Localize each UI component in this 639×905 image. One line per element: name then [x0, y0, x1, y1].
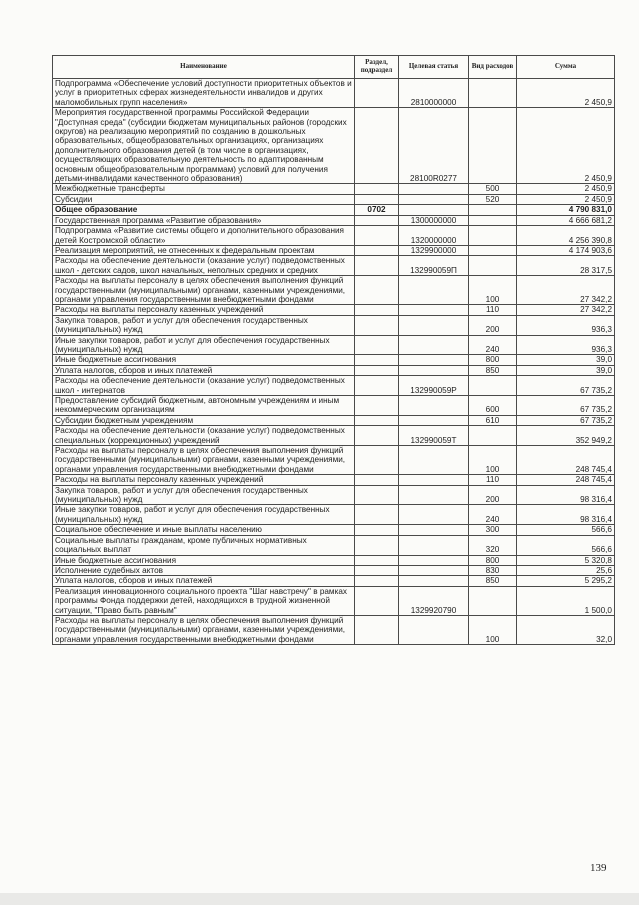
cell-exp-type [469, 108, 517, 184]
cell-target [399, 555, 469, 565]
cell-name: Исполнение судебных актов [53, 565, 355, 575]
cell-section [355, 245, 399, 255]
cell-section [355, 565, 399, 575]
cell-exp-type [469, 245, 517, 255]
cell-amount: 2 450,9 [517, 108, 615, 184]
cell-section [355, 79, 399, 108]
cell-section [355, 305, 399, 315]
cell-name: Межбюджетные трансферты [53, 184, 355, 194]
cell-section [355, 446, 399, 475]
cell-target [399, 505, 469, 525]
cell-section [355, 194, 399, 204]
cell-exp-type: 110 [469, 475, 517, 485]
cell-target: 132990059П [399, 256, 469, 276]
cell-exp-type: 240 [469, 505, 517, 525]
cell-exp-type: 300 [469, 525, 517, 535]
cell-exp-type: 100 [469, 615, 517, 644]
cell-amount: 39,0 [517, 365, 615, 375]
table-row [53, 485, 615, 505]
cell-exp-type: 100 [469, 446, 517, 475]
cell-name: Государственная программа «Развитие образования» [53, 215, 355, 225]
cell-section [355, 184, 399, 194]
table-row [53, 446, 615, 475]
cell-section [355, 365, 399, 375]
cell-section [355, 555, 399, 565]
table-row [53, 245, 615, 255]
cell-section [355, 586, 399, 615]
table-row [53, 184, 615, 194]
header-amount: Сумма [517, 56, 615, 79]
cell-section [355, 396, 399, 416]
cell-exp-type: 800 [469, 355, 517, 365]
cell-section [355, 485, 399, 505]
cell-amount: 936,3 [517, 315, 615, 335]
cell-amount: 248 745,4 [517, 446, 615, 475]
cell-exp-type [469, 205, 517, 215]
cell-target [399, 485, 469, 505]
cell-target: 1329900000 [399, 245, 469, 255]
table-row [53, 426, 615, 446]
cell-section [355, 355, 399, 365]
cell-name: Уплата налогов, сборов и иных платежей [53, 576, 355, 586]
cell-amount: 5 320,8 [517, 555, 615, 565]
cell-exp-type: 200 [469, 315, 517, 335]
cell-name: Реализация мероприятий, не отнесенных к федеральным проектам [53, 245, 355, 255]
cell-exp-type [469, 426, 517, 446]
cell-exp-type [469, 215, 517, 225]
cell-target [399, 576, 469, 586]
table-row [53, 315, 615, 335]
table-row [53, 194, 615, 204]
cell-amount: 32,0 [517, 615, 615, 644]
cell-amount: 1 500,0 [517, 586, 615, 615]
cell-exp-type [469, 79, 517, 108]
cell-amount: 4 174 903,6 [517, 245, 615, 255]
header-section: Раздел, подраздел [355, 56, 399, 79]
table-row [53, 535, 615, 555]
cell-target [399, 475, 469, 485]
cell-amount: 27 342,2 [517, 276, 615, 305]
cell-name: Иные закупки товаров, работ и услуг для обеспечения государственных (муниципальных) нужд [53, 335, 355, 355]
cell-section [355, 226, 399, 246]
cell-section [355, 615, 399, 644]
cell-exp-type [469, 586, 517, 615]
cell-name: Расходы на выплаты персоналу в целях обеспечения выполнения функций государственными (муниципальными) органами, казенными учреждениями, органами управления государственными внебюджетными фондами [53, 276, 355, 305]
table-row [53, 256, 615, 276]
header-exp-type: Вид расходов [469, 56, 517, 79]
cell-amount: 2 450,9 [517, 194, 615, 204]
cell-name: Социальные выплаты гражданам, кроме публичных нормативных социальных выплат [53, 535, 355, 555]
cell-amount: 4 256 390,8 [517, 226, 615, 246]
cell-target [399, 615, 469, 644]
cell-amount: 2 450,9 [517, 79, 615, 108]
cell-target [399, 194, 469, 204]
cell-section [355, 335, 399, 355]
cell-section [355, 315, 399, 335]
cell-target: 1300000000 [399, 215, 469, 225]
cell-exp-type [469, 376, 517, 396]
cell-exp-type: 850 [469, 576, 517, 586]
cell-name: Общее образование [53, 205, 355, 215]
cell-target: 1329920790 [399, 586, 469, 615]
cell-target: 1320000000 [399, 226, 469, 246]
cell-amount: 98 316,4 [517, 505, 615, 525]
cell-name: Иные бюджетные ассигнования [53, 355, 355, 365]
table-row [53, 415, 615, 425]
cell-section [355, 108, 399, 184]
table-row [53, 586, 615, 615]
table-row [53, 565, 615, 575]
cell-amount: 248 745,4 [517, 475, 615, 485]
cell-name: Расходы на выплаты персоналу казенных учреждений [53, 305, 355, 315]
cell-section: 0702 [355, 205, 399, 215]
cell-name: Иные бюджетные ассигнования [53, 555, 355, 565]
cell-exp-type: 520 [469, 194, 517, 204]
table-row [53, 335, 615, 355]
cell-name: Расходы на выплаты персоналу казенных учреждений [53, 475, 355, 485]
cell-exp-type: 800 [469, 555, 517, 565]
cell-target: 2810000000 [399, 79, 469, 108]
cell-name: Субсидии [53, 194, 355, 204]
cell-exp-type: 600 [469, 396, 517, 416]
cell-target [399, 535, 469, 555]
table-row [53, 396, 615, 416]
table-row [53, 215, 615, 225]
cell-amount: 4 666 681,2 [517, 215, 615, 225]
table-row [53, 376, 615, 396]
cell-amount: 566,6 [517, 535, 615, 555]
cell-name: Расходы на выплаты персоналу в целях обеспечения выполнения функций государственными (муниципальными) органами, казенными учреждениями, органами управления государственными внебюджетными фондами [53, 615, 355, 644]
cell-amount: 27 342,2 [517, 305, 615, 315]
cell-section [355, 415, 399, 425]
cell-exp-type: 320 [469, 535, 517, 555]
header-target: Целевая статья [399, 56, 469, 79]
cell-amount: 2 450,9 [517, 184, 615, 194]
cell-name: Расходы на обеспечение деятельности (оказание услуг) подведомственных школ - детских садов, школ начальных, неполных средних и средних [53, 256, 355, 276]
header-name: Наименование [53, 56, 355, 79]
table-row [53, 108, 615, 184]
cell-section [355, 276, 399, 305]
cell-section [355, 535, 399, 555]
cell-amount: 67 735,2 [517, 376, 615, 396]
cell-amount: 67 735,2 [517, 415, 615, 425]
cell-section [355, 256, 399, 276]
cell-target: 28100R0277 [399, 108, 469, 184]
cell-amount: 566,6 [517, 525, 615, 535]
cell-name: Закупка товаров, работ и услуг для обеспечения государственных (муниципальных) нужд [53, 485, 355, 505]
cell-target [399, 305, 469, 315]
cell-section [355, 426, 399, 446]
scan-edge [0, 893, 639, 905]
cell-name: Подпрограмма «Обеспечение условий доступности приоритетных объектов и услуг в приоритетных сферах жизнедеятельности инвалидов и других маломобильных групп населения» [53, 79, 355, 108]
cell-name: Расходы на обеспечение деятельности (оказание услуг) подведомственных школ - интернатов [53, 376, 355, 396]
cell-section [355, 376, 399, 396]
cell-amount: 936,3 [517, 335, 615, 355]
cell-target: 132990059Т [399, 426, 469, 446]
cell-exp-type: 610 [469, 415, 517, 425]
table-row [53, 365, 615, 375]
cell-target [399, 355, 469, 365]
page-number: 139 [590, 862, 607, 874]
cell-target [399, 205, 469, 215]
cell-amount: 5 295,2 [517, 576, 615, 586]
cell-name: Подпрограмма «Развитие системы общего и дополнительного образования детей Костромской области» [53, 226, 355, 246]
cell-exp-type: 830 [469, 565, 517, 575]
cell-section [355, 505, 399, 525]
cell-exp-type: 500 [469, 184, 517, 194]
cell-target [399, 446, 469, 475]
cell-name: Расходы на обеспечение деятельности (оказание услуг) подведомственных специальных (коррекционных) учреждений [53, 426, 355, 446]
cell-amount: 98 316,4 [517, 485, 615, 505]
table-row [53, 576, 615, 586]
cell-exp-type [469, 226, 517, 246]
cell-target [399, 565, 469, 575]
cell-section [355, 215, 399, 225]
table-row [53, 205, 615, 215]
cell-name: Расходы на выплаты персоналу в целях обеспечения выполнения функций государственными (муниципальными) органами, казенными учреждениями, органами управления государственными внебюджетными фондами [53, 446, 355, 475]
cell-target [399, 335, 469, 355]
cell-target [399, 315, 469, 335]
table-row [53, 555, 615, 565]
cell-name: Мероприятия государственной программы Российской Федерации "Доступная среда" (субсидии бюджетам муниципальных районов (городских округов) на реализацию мероприятий по созданию в дошкольных образовательных, общеобразовательных организациях, организациях дополнительного образования детей (в том числе в организациях, осуществляющих образовательную деятельность по адаптированным основным общеобразовательным программам) условий для получения детьми-инвалидами качественного образования) [53, 108, 355, 184]
cell-target [399, 396, 469, 416]
table-row [53, 355, 615, 365]
cell-name: Закупка товаров, работ и услуг для обеспечения государственных (муниципальных) нужд [53, 315, 355, 335]
table-row [53, 276, 615, 305]
table-row [53, 525, 615, 535]
cell-amount: 352 949,2 [517, 426, 615, 446]
cell-exp-type: 100 [469, 276, 517, 305]
table-row [53, 615, 615, 644]
table-row [53, 79, 615, 108]
table-row [53, 475, 615, 485]
cell-target [399, 415, 469, 425]
cell-target [399, 184, 469, 194]
cell-target [399, 365, 469, 375]
cell-section [355, 525, 399, 535]
cell-name: Иные закупки товаров, работ и услуг для обеспечения государственных (муниципальных) нужд [53, 505, 355, 525]
cell-exp-type: 110 [469, 305, 517, 315]
cell-name: Субсидии бюджетным учреждениям [53, 415, 355, 425]
cell-name: Реализация инновационного социального проекта "Шаг навстречу" в рамках программы Фонда поддержки детей, находящихся в трудной жизненной ситуации, "Право быть равным" [53, 586, 355, 615]
cell-exp-type [469, 256, 517, 276]
table-row [53, 505, 615, 525]
cell-name: Предоставление субсидий бюджетным, автономным учреждениям и иным некоммерческим организациям [53, 396, 355, 416]
cell-amount: 67 735,2 [517, 396, 615, 416]
cell-name: Уплата налогов, сборов и иных платежей [53, 365, 355, 375]
cell-section [355, 475, 399, 485]
cell-amount: 25,6 [517, 565, 615, 575]
table-row [53, 226, 615, 246]
table-body [53, 79, 615, 645]
cell-target [399, 525, 469, 535]
cell-exp-type: 850 [469, 365, 517, 375]
cell-amount: 39,0 [517, 355, 615, 365]
cell-target [399, 276, 469, 305]
cell-exp-type: 200 [469, 485, 517, 505]
cell-name: Социальное обеспечение и иные выплаты населению [53, 525, 355, 535]
table-row [53, 305, 615, 315]
table-header-row [53, 56, 615, 79]
cell-amount: 4 790 831,0 [517, 205, 615, 215]
budget-table [52, 55, 615, 645]
cell-exp-type: 240 [469, 335, 517, 355]
cell-target: 132990059Р [399, 376, 469, 396]
cell-section [355, 576, 399, 586]
cell-amount: 28 317,5 [517, 256, 615, 276]
